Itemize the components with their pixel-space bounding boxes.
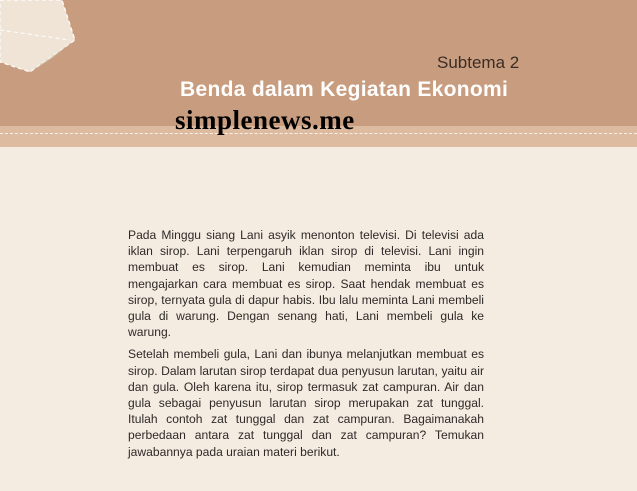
watermark-text: simplenews.me bbox=[175, 105, 355, 135]
section-title: Benda dalam Kegiatan Ekonomi bbox=[180, 78, 509, 101]
paragraph: Setelah membeli gula, Lani dan ibunya melanjutkan membuat es sirop. Dalam larutan sirop terdapat dua penyusun larutan, yaitu air dan gula. Oleh karena itu, sirop termasuk zat campuran. Air dan gula sebagai penyusun larutan sirop merupakan zat tunggal. Itulah contoh zat tunggal dan zat campuran. Bagaimanakah perbedaan antara zat tunggal dan zat campuran? Temukan jawabannya pada uraian materi berikut. bbox=[128, 347, 484, 459]
paragraph: Pada Minggu siang Lani asyik menonton televisi. Di televisi ada iklan sirop. Lani terpengaruh iklan sirop di televisi. Lani ingin membuat es sirop. Lani kemudian meminta ibu untuk mengajarkan cara membuat es sirop. Saat hendak membuat es sirop, ternyata gula di dapur habis. Ibu lalu meminta Lani membeli gula di warung. Dengan senang hati, Lani membeli gula ke warung. bbox=[128, 228, 484, 340]
subtheme-label: Subtema 2 bbox=[437, 53, 520, 72]
reading-passage bbox=[128, 227, 484, 466]
header-banner bbox=[0, 0, 637, 147]
folded-page-corner-graphic bbox=[0, 0, 90, 75]
